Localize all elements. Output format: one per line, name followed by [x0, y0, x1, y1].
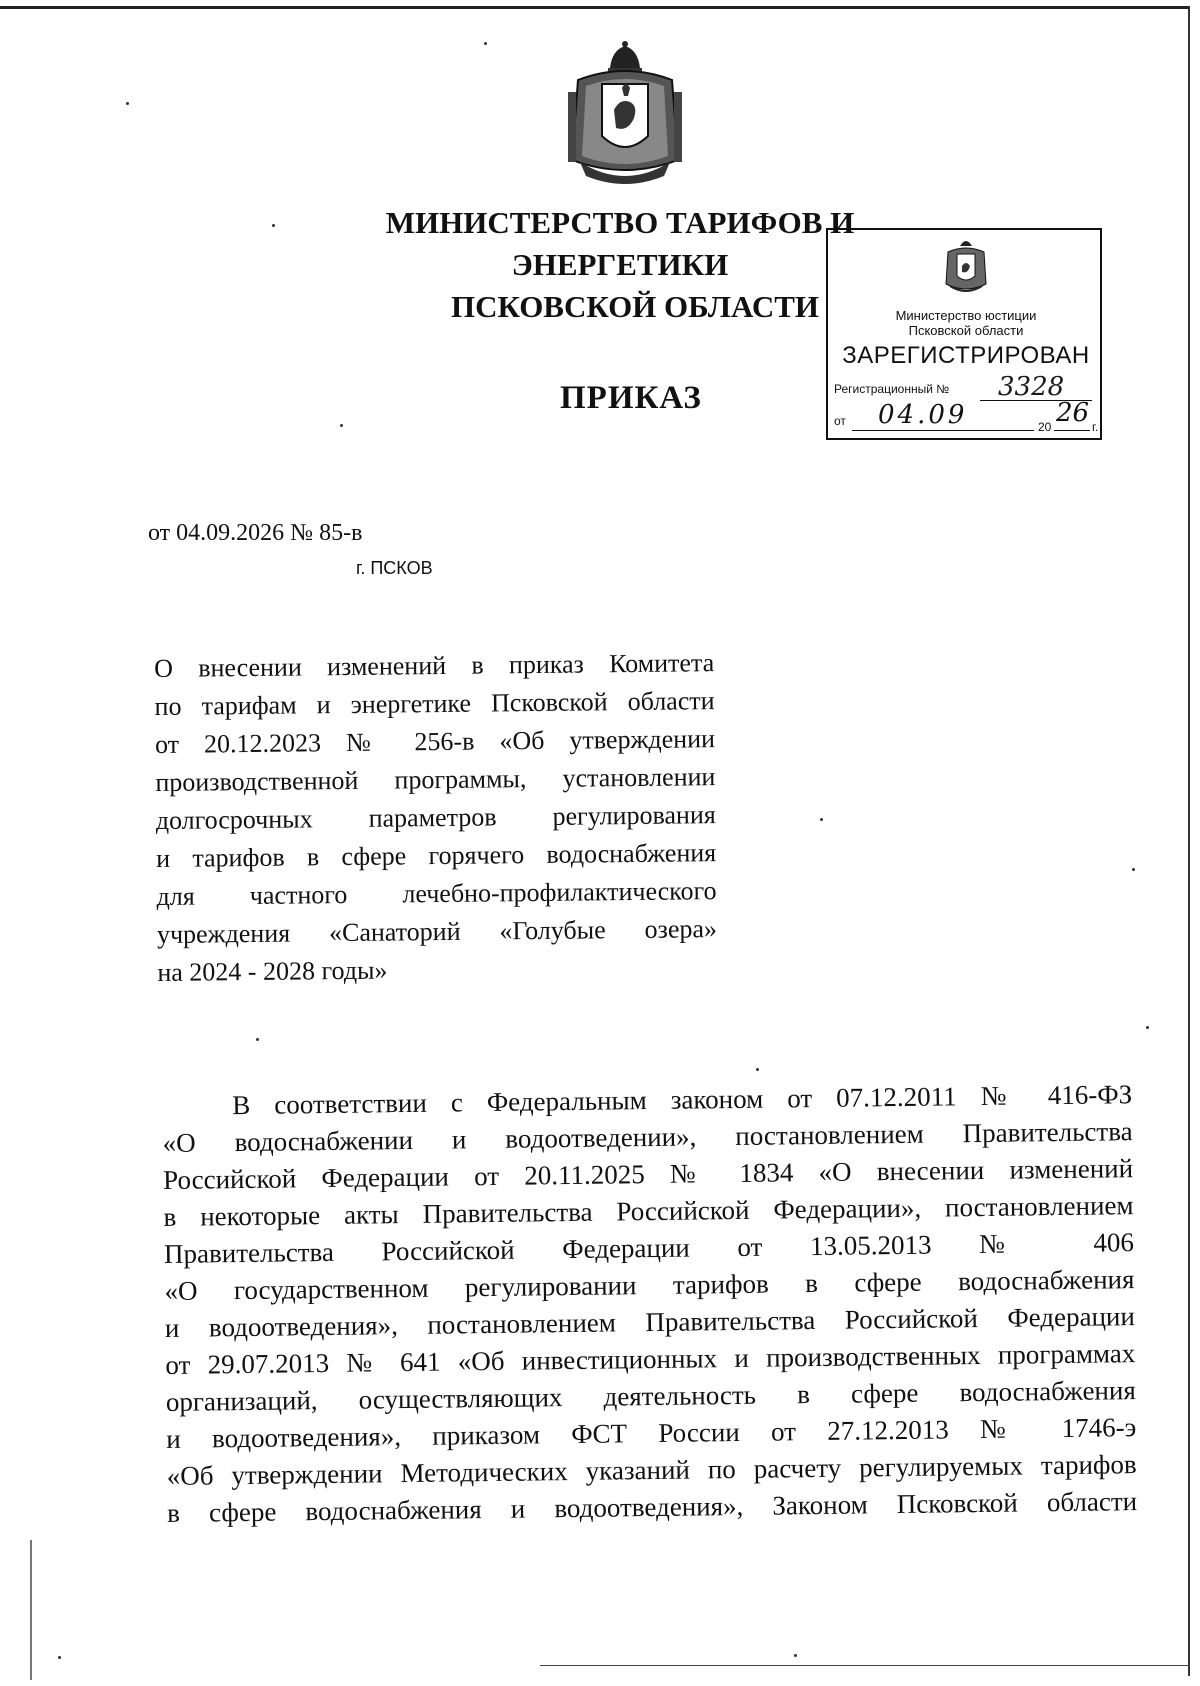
scan-speck	[1146, 1026, 1149, 1029]
subject-line: О внесении изменений в приказ Комитета	[154, 648, 715, 683]
order-city: г. ПСКОВ	[356, 558, 433, 578]
ministry-name-line2: ПСКОВСКОЙ ОБЛАСТИ	[450, 289, 820, 324]
stamp-status: ЗАРЕГИСТРИРОВАН	[842, 342, 1090, 369]
scan-speck	[794, 1654, 797, 1657]
stamp-coat-of-arms-icon	[942, 236, 990, 296]
stamp-date-value: 04.09	[878, 400, 968, 430]
body-line: «О водоснабжении и водоотведении», постановлением Правительства	[162, 1116, 1133, 1158]
scan-speck	[58, 1656, 61, 1659]
body-line: организаций, осуществляющих деятельность в сфере водоснабжения	[165, 1375, 1136, 1417]
subject-line: для частного лечебно-профилактического	[156, 876, 717, 911]
subject-line: и тарифов в сфере горячего водоснабжения	[156, 838, 717, 873]
subject-line: по тарифам и энергетике Псковской области	[154, 686, 715, 721]
stamp-org-line1: Министерство юстиции	[895, 308, 1037, 323]
scan-edge-top	[0, 6, 1190, 9]
stamp-date-underline	[852, 430, 1034, 431]
order-body	[162, 1076, 1137, 1532]
stamp-org-line2: Псковской области	[908, 323, 1024, 338]
subject-line: производственной программы, установлении	[155, 762, 716, 797]
ministry-name-line1: МИНИСТЕРСТВО ТАРИФОВ И ЭНЕРГЕТИКИ	[385, 205, 855, 282]
scan-edge-bottom	[540, 1665, 1190, 1666]
body-line: в сфере водоснабжения и водоотведения», Законом Псковской области	[167, 1486, 1138, 1528]
body-line: «Об утверждении Методических указаний по расчету регулируемых тарифов	[166, 1449, 1137, 1491]
subject-line: долгосрочных параметров регулирования	[155, 800, 716, 835]
order-subject	[154, 644, 718, 992]
scan-speck	[756, 1068, 759, 1071]
body-line: в некоторые акты Правительства Российской Федерации», постановлением	[163, 1190, 1134, 1232]
document-title: ПРИКАЗ	[560, 380, 702, 416]
scan-speck	[272, 224, 275, 227]
scan-speck	[126, 102, 129, 105]
subject-line: учреждения «Санаторий «Голубые озера»	[156, 914, 718, 949]
scan-speck	[820, 818, 823, 821]
scan-speck	[256, 1038, 259, 1041]
scan-speck	[1132, 868, 1135, 871]
subject-line: от 20.12.2023 № 256-в «Об утверждении	[154, 724, 716, 759]
scan-edge-left	[30, 1540, 32, 1680]
body-line: и водоотведения», постановлением Правительства Российской Федерации	[164, 1301, 1136, 1343]
stamp-org	[828, 308, 1104, 338]
stamp-reg-label: Регистрационный №	[834, 382, 950, 396]
body-line: В соответствии с Федеральным законом от 07.12.2011 № 416-ФЗ	[232, 1079, 1133, 1121]
stamp-date-prefix: от	[834, 414, 846, 428]
order-date-number: от 04.09.2026 № 85-в	[148, 520, 363, 546]
subject-line: на 2024 - 2028 годы»	[157, 955, 388, 987]
stamp-year-prefix: 20	[1038, 420, 1052, 434]
body-line: Российской Федерации от 20.11.2025 № 1834 «О внесении изменений	[162, 1153, 1134, 1195]
registration-stamp	[826, 228, 1102, 440]
scan-speck	[484, 42, 487, 45]
scan-speck	[340, 424, 343, 427]
stamp-reg-number: 3328	[998, 372, 1065, 402]
scan-edge-right	[1188, 6, 1190, 1676]
stamp-year-value: 26	[1056, 398, 1090, 428]
body-line: Правительства Российской Федерации от 13.05.2013 № 406	[163, 1227, 1135, 1269]
stamp-year-suffix: г.	[1092, 420, 1099, 434]
body-line: от 29.07.2013 № 641 «Об инвестиционных и производственных программах	[165, 1338, 1136, 1380]
stamp-year-underline	[1054, 430, 1090, 431]
pskov-coat-of-arms-icon	[560, 40, 690, 186]
body-line: «О государственном регулировании тарифов в сфере водоснабжения	[164, 1264, 1135, 1306]
body-line: и водоотведения», приказом ФСТ России от 27.12.2013 № 1746-э	[166, 1412, 1137, 1454]
